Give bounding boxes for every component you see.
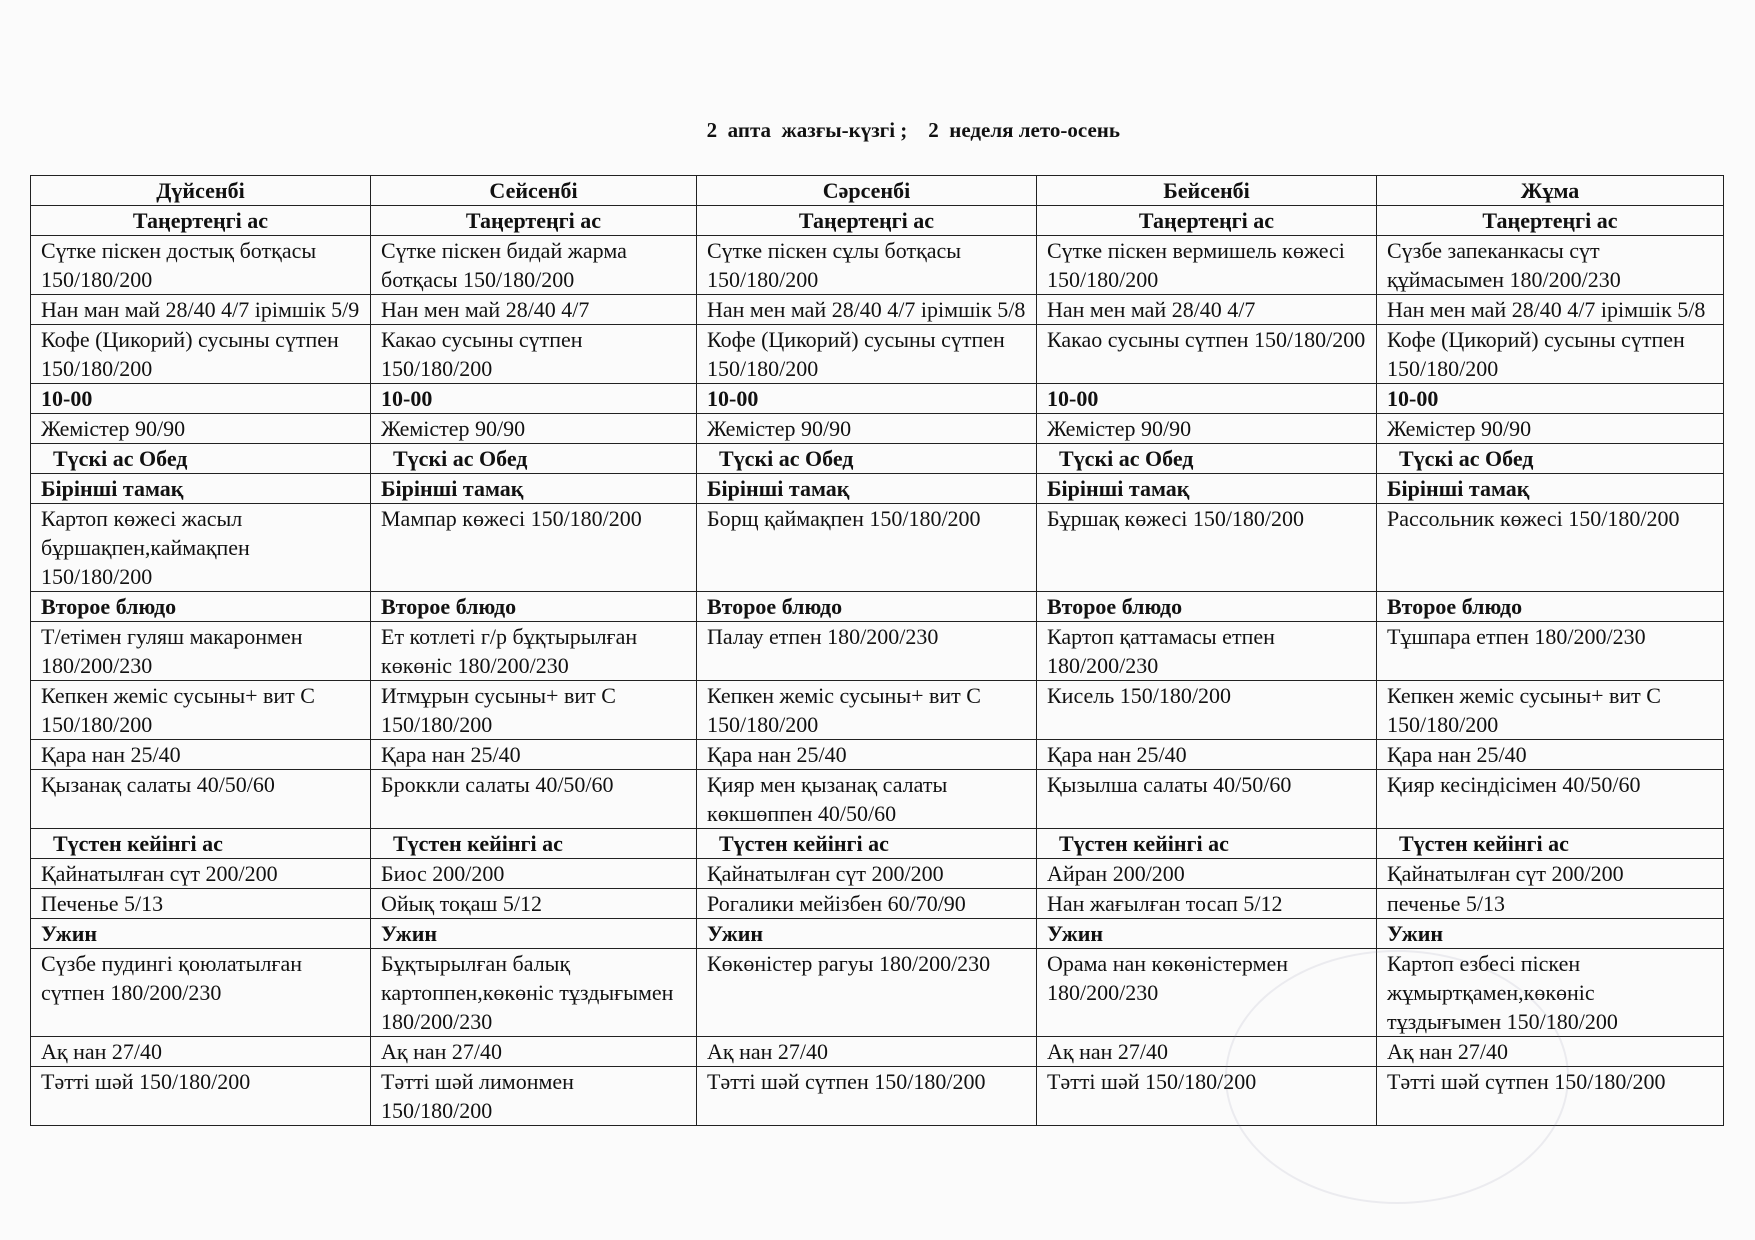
- menu-row: [31, 414, 1724, 444]
- menu-item-cell: Палау етпен 180/200/230: [697, 622, 1037, 681]
- menu-item-cell: Ақ нан 27/40: [1037, 1037, 1377, 1067]
- menu-item-cell: Рогалики мейізбен 60/70/90: [697, 889, 1037, 919]
- section-label-cell: Второе блюдо: [371, 592, 697, 622]
- menu-item-cell: Броккли салаты 40/50/60: [371, 770, 697, 829]
- menu-row: [31, 1037, 1724, 1067]
- day-header: Жұма: [1377, 176, 1724, 206]
- menu-item-cell: Ет котлеті г/р бұқтырылған көкөніс 180/200/230: [371, 622, 697, 681]
- menu-item-cell: Тәтті шәй 150/180/200: [1037, 1067, 1377, 1126]
- menu-item-cell: Нан мен май 28/40 4/7 ірімшік 5/8: [697, 295, 1037, 325]
- section-label-cell: Бірінші тамақ: [697, 474, 1037, 504]
- menu-item-cell: Қызылша салаты 40/50/60: [1037, 770, 1377, 829]
- menu-item-cell: Ақ нан 27/40: [31, 1037, 371, 1067]
- menu-item-cell: Картоп қаттамасы етпен 180/200/230: [1037, 622, 1377, 681]
- menu-item-cell: Қызанақ салаты 40/50/60: [31, 770, 371, 829]
- meal-heading-cell: Түскі ас Обед: [31, 444, 371, 474]
- menu-row: [31, 889, 1724, 919]
- menu-item-cell: Т/етімен гуляш макаронмен 180/200/230: [31, 622, 371, 681]
- menu-item-cell: Сүзбе запеканкасы сүт құймасымен 180/200/230: [1377, 236, 1724, 295]
- menu-item-cell: Қара нан 25/40: [1037, 740, 1377, 770]
- section-label-cell: 10-00: [1037, 384, 1377, 414]
- day-header-row: [31, 176, 1724, 206]
- menu-item-cell: Қара нан 25/40: [371, 740, 697, 770]
- day-header: Сейсенбі: [371, 176, 697, 206]
- menu-item-cell: Кепкен жеміс сусыны+ вит С 150/180/200: [697, 681, 1037, 740]
- section-label-cell: 10-00: [697, 384, 1037, 414]
- menu-item-cell: Тәтті шәй 150/180/200: [31, 1067, 371, 1126]
- day-header: Дүйсенбі: [31, 176, 371, 206]
- section-label-cell: Второе блюдо: [31, 592, 371, 622]
- menu-item-cell: Сүтке піскен бидай жарма ботқасы 150/180/200: [371, 236, 697, 295]
- menu-item-cell: Какао сусыны сүтпен 150/180/200: [371, 325, 697, 384]
- menu-item-cell: Қара нан 25/40: [31, 740, 371, 770]
- section-label-cell: Второе блюдо: [1037, 592, 1377, 622]
- menu-item-cell: Борщ қаймақпен 150/180/200: [697, 504, 1037, 592]
- menu-row: [31, 236, 1724, 295]
- menu-item-cell: Ақ нан 27/40: [697, 1037, 1037, 1067]
- section-label-cell: Бірінші тамақ: [1377, 474, 1724, 504]
- menu-item-cell: Нан мен май 28/40 4/7 ірімшік 5/8: [1377, 295, 1724, 325]
- meal-heading-cell: Түскі ас Обед: [371, 444, 697, 474]
- menu-item-cell: Картоп езбесі піскен жұмыртқамен,көкөніс тұздығымен 150/180/200: [1377, 949, 1724, 1037]
- meal-heading-cell: Түскі ас Обед: [1377, 444, 1724, 474]
- section-heading-cell: Таңертеңгі ас: [1377, 206, 1724, 236]
- menu-row: [31, 474, 1724, 504]
- menu-item-cell: Нан жағылған тосап 5/12: [1037, 889, 1377, 919]
- menu-item-cell: Картоп көжесі жасыл бұршақпен,каймақпен 150/180/200: [31, 504, 371, 592]
- meal-heading-cell: Түскі ас Обед: [697, 444, 1037, 474]
- menu-item-cell: Кофе (Цикорий) сусыны сүтпен 150/180/200: [697, 325, 1037, 384]
- menu-row: [31, 1067, 1724, 1126]
- meal-heading-cell: Түстен кейінгі ас: [1037, 829, 1377, 859]
- menu-row: [31, 384, 1724, 414]
- weekly-menu-table: [30, 175, 1724, 1126]
- menu-item-cell: Сүтке піскен сұлы ботқасы 150/180/200: [697, 236, 1037, 295]
- menu-body: [31, 206, 1724, 1126]
- page-title: 2 апта жазғы-күзгі ; 2 неделя лето-осень: [706, 118, 1120, 142]
- menu-item-cell: Бұқтырылған балық картоппен,көкөніс тұздығымен 180/200/230: [371, 949, 697, 1037]
- meal-heading-cell: Түстен кейінгі ас: [371, 829, 697, 859]
- menu-item-cell: Сүтке піскен достық ботқасы 150/180/200: [31, 236, 371, 295]
- menu-row: [31, 504, 1724, 592]
- menu-row: [31, 444, 1724, 474]
- menu-row: [31, 829, 1724, 859]
- section-label-cell: 10-00: [31, 384, 371, 414]
- meal-heading-cell: Түстен кейінгі ас: [31, 829, 371, 859]
- menu-row: [31, 592, 1724, 622]
- menu-row: [31, 949, 1724, 1037]
- menu-item-cell: Қияр мен қызанақ салаты көкшөппен 40/50/60: [697, 770, 1037, 829]
- menu-item-cell: Көкөністер рагуы 180/200/230: [697, 949, 1037, 1037]
- menu-item-cell: Қара нан 25/40: [1377, 740, 1724, 770]
- section-label-cell: Ужин: [31, 919, 371, 949]
- menu-item-cell: Нан ман май 28/40 4/7 ірімшік 5/9: [31, 295, 371, 325]
- menu-item-cell: Ақ нан 27/40: [371, 1037, 697, 1067]
- menu-item-cell: Нан мен май 28/40 4/7: [371, 295, 697, 325]
- menu-item-cell: Орама нан көкөністермен 180/200/230: [1037, 949, 1377, 1037]
- menu-item-cell: Кепкен жеміс сусыны+ вит С 150/180/200: [1377, 681, 1724, 740]
- menu-item-cell: Рассольник көжесі 150/180/200: [1377, 504, 1724, 592]
- menu-row: [31, 919, 1724, 949]
- menu-row: [31, 622, 1724, 681]
- menu-item-cell: Какао сусыны сүтпен 150/180/200: [1037, 325, 1377, 384]
- meal-heading-cell: Түстен кейінгі ас: [1377, 829, 1724, 859]
- menu-item-cell: Итмұрын сусыны+ вит С 150/180/200: [371, 681, 697, 740]
- section-heading-cell: Таңертеңгі ас: [31, 206, 371, 236]
- menu-item-cell: Печенье 5/13: [31, 889, 371, 919]
- menu-item-cell: Тәтті шәй сүтпен 150/180/200: [697, 1067, 1037, 1126]
- menu-item-cell: Қайнатылған сүт 200/200: [1377, 859, 1724, 889]
- menu-item-cell: Кисель 150/180/200: [1037, 681, 1377, 740]
- menu-item-cell: Жемістер 90/90: [697, 414, 1037, 444]
- menu-item-cell: Сүтке піскен вермишель көжесі 150/180/200: [1037, 236, 1377, 295]
- section-label-cell: Бірінші тамақ: [31, 474, 371, 504]
- menu-item-cell: Мампар көжесі 150/180/200: [371, 504, 697, 592]
- menu-item-cell: Жемістер 90/90: [1037, 414, 1377, 444]
- menu-item-cell: Ойық тоқаш 5/12: [371, 889, 697, 919]
- menu-item-cell: Жемістер 90/90: [31, 414, 371, 444]
- menu-item-cell: печенье 5/13: [1377, 889, 1724, 919]
- section-label-cell: Второе блюдо: [1377, 592, 1724, 622]
- menu-item-cell: Нан мен май 28/40 4/7: [1037, 295, 1377, 325]
- menu-item-cell: Жемістер 90/90: [1377, 414, 1724, 444]
- day-header: Бейсенбі: [1037, 176, 1377, 206]
- section-label-cell: 10-00: [371, 384, 697, 414]
- section-label-cell: Ужин: [1377, 919, 1724, 949]
- menu-item-cell: Кофе (Цикорий) сусыны сүтпен 150/180/200: [31, 325, 371, 384]
- menu-row: [31, 295, 1724, 325]
- section-label-cell: Ужин: [1037, 919, 1377, 949]
- menu-item-cell: Қайнатылған сүт 200/200: [697, 859, 1037, 889]
- menu-item-cell: Кепкен жеміс сусыны+ вит С 150/180/200: [31, 681, 371, 740]
- menu-row: [31, 770, 1724, 829]
- menu-row: [31, 206, 1724, 236]
- menu-row: [31, 859, 1724, 889]
- section-label-cell: Второе блюдо: [697, 592, 1037, 622]
- menu-row: [31, 681, 1724, 740]
- menu-item-cell: Тұшпара етпен 180/200/230: [1377, 622, 1724, 681]
- section-label-cell: 10-00: [1377, 384, 1724, 414]
- day-header: Сәрсенбі: [697, 176, 1037, 206]
- menu-item-cell: Қара нан 25/40: [697, 740, 1037, 770]
- section-heading-cell: Таңертеңгі ас: [1037, 206, 1377, 236]
- menu-item-cell: Жемістер 90/90: [371, 414, 697, 444]
- section-label-cell: Ужин: [371, 919, 697, 949]
- menu-row: [31, 325, 1724, 384]
- menu-item-cell: Қияр кесіндісімен 40/50/60: [1377, 770, 1724, 829]
- meal-heading-cell: Түскі ас Обед: [1037, 444, 1377, 474]
- menu-row: [31, 740, 1724, 770]
- menu-item-cell: Тәтті шәй лимонмен 150/180/200: [371, 1067, 697, 1126]
- section-label-cell: Ужин: [697, 919, 1037, 949]
- section-label-cell: Бірінші тамақ: [371, 474, 697, 504]
- menu-item-cell: Бұршақ көжесі 150/180/200: [1037, 504, 1377, 592]
- meal-heading-cell: Түстен кейінгі ас: [697, 829, 1037, 859]
- section-label-cell: Бірінші тамақ: [1037, 474, 1377, 504]
- menu-item-cell: Айран 200/200: [1037, 859, 1377, 889]
- menu-item-cell: Сүзбе пудингі қоюлатылған сүтпен 180/200/230: [31, 949, 371, 1037]
- menu-item-cell: Тәтті шәй сүтпен 150/180/200: [1377, 1067, 1724, 1126]
- menu-item-cell: Биос 200/200: [371, 859, 697, 889]
- section-heading-cell: Таңертеңгі ас: [371, 206, 697, 236]
- menu-item-cell: Кофе (Цикорий) сусыны сүтпен 150/180/200: [1377, 325, 1724, 384]
- menu-item-cell: Ақ нан 27/40: [1377, 1037, 1724, 1067]
- menu-item-cell: Қайнатылған сүт 200/200: [31, 859, 371, 889]
- section-heading-cell: Таңертеңгі ас: [697, 206, 1037, 236]
